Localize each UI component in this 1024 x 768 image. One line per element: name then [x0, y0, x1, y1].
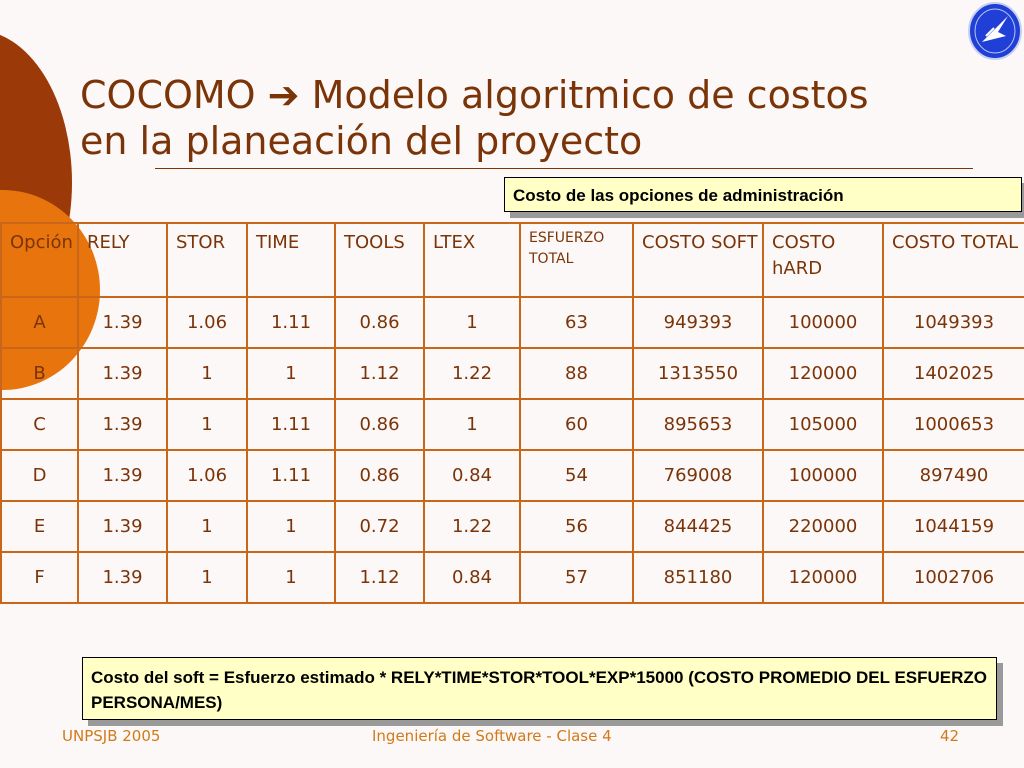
table-cell: 1 — [424, 297, 520, 348]
table-cell: 769008 — [633, 450, 763, 501]
table-cell: 1313550 — [633, 348, 763, 399]
table-cell: 100000 — [763, 450, 883, 501]
table-cell: 1 — [167, 348, 247, 399]
table-cell: 1000653 — [883, 399, 1024, 450]
table-cell: 120000 — [763, 552, 883, 603]
table-cell: 0.86 — [335, 399, 424, 450]
table-cell: F — [1, 552, 78, 603]
table-cell: 63 — [520, 297, 633, 348]
table-cell: 88 — [520, 348, 633, 399]
table-cell: 54 — [520, 450, 633, 501]
table-cell: 0.84 — [424, 450, 520, 501]
table-cell: 57 — [520, 552, 633, 603]
table-cell: 1.39 — [78, 297, 167, 348]
table-cell: 1 — [167, 552, 247, 603]
table-cell: 0.72 — [335, 501, 424, 552]
table-cell: 1 — [424, 399, 520, 450]
table-cell: 1 — [247, 348, 335, 399]
slide-number: 42 — [940, 727, 960, 745]
table-cell: 1 — [247, 552, 335, 603]
table-cell: 844425 — [633, 501, 763, 552]
table-cell: 1 — [167, 399, 247, 450]
header-cell: TIME — [247, 223, 335, 297]
header-cell: ESFUERZO TOTAL — [520, 223, 633, 297]
table-cell: 100000 — [763, 297, 883, 348]
table-row — [1, 552, 1024, 603]
university-seal-icon — [968, 2, 1022, 60]
header-cell: RELY — [78, 223, 167, 297]
table-row — [1, 450, 1024, 501]
table-cell: 220000 — [763, 501, 883, 552]
table-header-row — [1, 223, 1024, 297]
table-cell: 1.39 — [78, 552, 167, 603]
table-cell: 895653 — [633, 399, 763, 450]
table-cell: 1044159 — [883, 501, 1024, 552]
footer-center: Ingeniería de Software - Clase 4 — [372, 727, 612, 745]
table-cell: 1.12 — [335, 552, 424, 603]
table-cell: 60 — [520, 399, 633, 450]
table-cell: 0.84 — [424, 552, 520, 603]
footer-left: UNPSJB 2005 — [62, 727, 161, 745]
table-cell: 851180 — [633, 552, 763, 603]
cost-options-table — [0, 222, 1024, 604]
header-cell: COSTO SOFT — [633, 223, 763, 297]
admin-options-cost-callout: Costo de las opciones de administración — [504, 177, 1022, 212]
table-cell: 1 — [247, 501, 335, 552]
slide-title — [80, 72, 980, 164]
table-cell: 1.22 — [424, 501, 520, 552]
table-cell: 1.39 — [78, 348, 167, 399]
table-cell: 1.22 — [424, 348, 520, 399]
table-cell: 1 — [167, 501, 247, 552]
title-line-2: en la planeación del proyecto — [80, 119, 643, 163]
table-cell: 1049393 — [883, 297, 1024, 348]
header-cell: TOOLS — [335, 223, 424, 297]
table-cell: 0.86 — [335, 450, 424, 501]
header-cell: LTEX — [424, 223, 520, 297]
table-cell: A — [1, 297, 78, 348]
software-cost-formula-callout: Costo del soft = Esfuerzo estimado * RELY*TIME*STOR*TOOL*EXP*15000 (COSTO PROMEDIO DEL ESFUERZO PERSONA/MES) — [82, 657, 997, 720]
table-row — [1, 348, 1024, 399]
header-cell: Opción — [1, 223, 78, 297]
table-cell: 1.11 — [247, 450, 335, 501]
table-cell: 56 — [520, 501, 633, 552]
table-cell: 1.06 — [167, 297, 247, 348]
title-underline — [155, 168, 973, 169]
title-line-1: COCOMO ➔ Modelo algoritmico de costos — [80, 73, 869, 117]
table-cell: 1.39 — [78, 450, 167, 501]
table-cell: 0.86 — [335, 297, 424, 348]
table-row — [1, 399, 1024, 450]
table-cell: 1.12 — [335, 348, 424, 399]
table-cell: 1.11 — [247, 399, 335, 450]
table-cell: C — [1, 399, 78, 450]
table-cell: 1402025 — [883, 348, 1024, 399]
table-cell: 105000 — [763, 399, 883, 450]
table-row — [1, 501, 1024, 552]
table-cell: D — [1, 450, 78, 501]
table-cell: 949393 — [633, 297, 763, 348]
table-cell: 897490 — [883, 450, 1024, 501]
table-cell: 120000 — [763, 348, 883, 399]
table-cell: E — [1, 501, 78, 552]
header-cell: COSTO TOTAL — [883, 223, 1024, 297]
table-cell: 1002706 — [883, 552, 1024, 603]
header-cell: STOR — [167, 223, 247, 297]
table-row — [1, 297, 1024, 348]
table-cell: 1.06 — [167, 450, 247, 501]
header-cell: COSTO hARD — [763, 223, 883, 297]
table-cell: 1.11 — [247, 297, 335, 348]
table-cell: 1.39 — [78, 501, 167, 552]
table-cell: B — [1, 348, 78, 399]
table-cell: 1.39 — [78, 399, 167, 450]
